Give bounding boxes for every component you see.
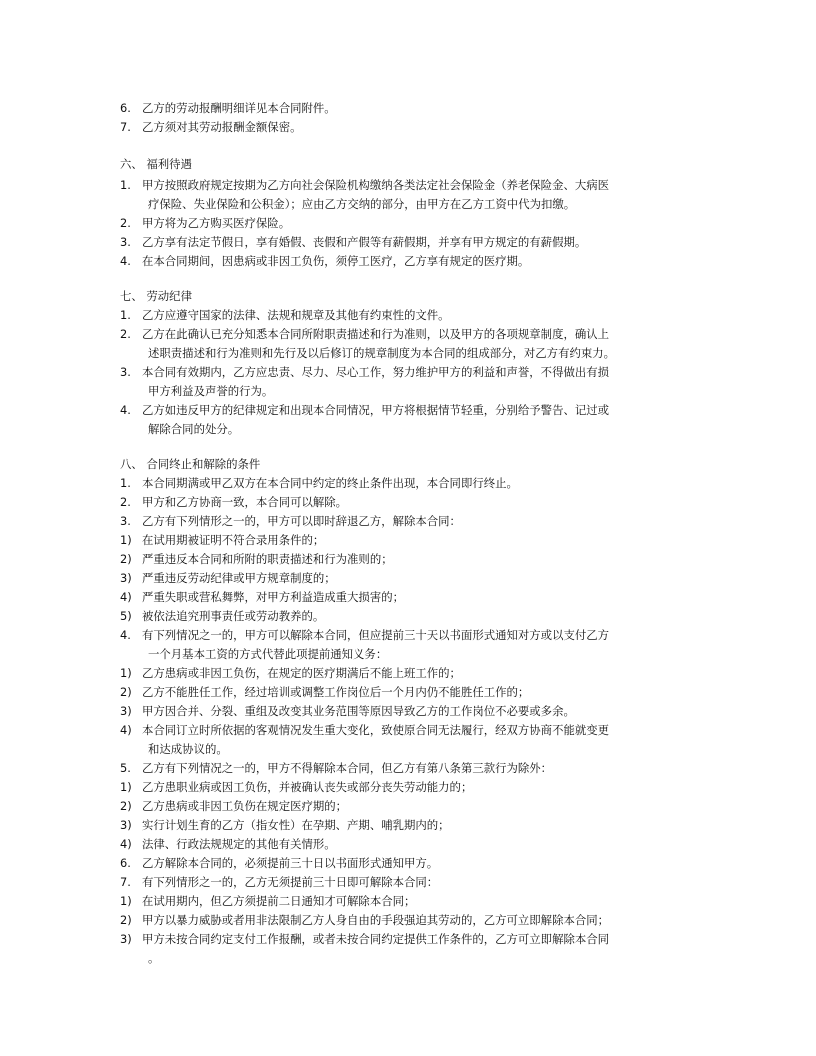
item-text: 在试用期内，但乙方须提前二日通知才可解除本合同； (142, 894, 416, 908)
item-text: 乙方患病或非因工负伤，在规定的医疗期满后不能上班工作的； (142, 666, 461, 680)
item-number: 1) (120, 666, 132, 680)
item-text: 乙方的劳动报酬明细详见本合同附件。 (142, 101, 336, 115)
item-number: 7. (120, 120, 131, 134)
item-number: 2) (120, 799, 132, 813)
item-text: 甲方以暴力威胁或者用非法限制乙方人身自由的手段强迫其劳动的，乙方可立即解除本合同； (142, 913, 610, 927)
item-number: 4) (120, 590, 132, 604)
item-text: 甲方因合并、分裂、重组及改变其业务范围等原因导致乙方的工作岗位不必要或多余。 (142, 704, 575, 718)
item-number: 4) (120, 723, 132, 737)
item-text: 乙方患病或非因工负伤在规定医疗期的； (142, 799, 348, 813)
line-text: 。 (148, 951, 160, 965)
continuation-line (148, 420, 728, 439)
item-number: 1) (120, 780, 132, 794)
item-number: 7. (120, 875, 131, 889)
item-number: 6. (120, 101, 131, 115)
item-text: 乙方须对其劳动报酬金额保密。 (142, 120, 302, 134)
continuation-line (148, 949, 728, 968)
item-text: 本合同期满或甲乙双方在本合同中约定的终止条件出现，本合同即行终止。 (142, 476, 518, 490)
item-text: 甲方未按合同约定支付工作报酬，或者未按合同约定提供工作条件的，乙方可立即解除本合同 (142, 932, 610, 946)
item-text: 乙方应遵守国家的法律、法规和规章及其他有约束性的文件。 (142, 308, 450, 322)
item-number: 3) (120, 704, 132, 718)
item-number: 2. (120, 216, 131, 230)
item-number: 3. (120, 235, 131, 249)
item-text: 严重违反劳动纪律或甲方规章制度的； (142, 571, 336, 585)
line-text: 解除合同的处分。 (148, 422, 240, 436)
continuation-line (148, 645, 728, 664)
item-text: 法律、行政法规规定的其他有关情形。 (142, 837, 336, 851)
item-text: 甲方和乙方协商一致，本合同可以解除。 (142, 495, 348, 509)
section-heading-text: 六、 福利待遇 (120, 157, 192, 171)
item-number: 4. (120, 254, 131, 268)
item-number: 4) (120, 837, 132, 851)
item-number: 5) (120, 609, 132, 623)
item-number: 2) (120, 685, 132, 699)
line-text: 疗保险、失业保险和公积金）；应由乙方交纳的部分，由甲方在乙方工资中代为扣缴。 (148, 197, 576, 211)
section-heading-text: 八、 合同终止和解除的条件 (120, 457, 261, 471)
item-number: 4. (120, 403, 131, 417)
item-text: 乙方在此确认已充分知悉本合同所附职责描述和行为准则，以及甲方的各项规章制度，确认上 (142, 327, 610, 341)
continuation-line (148, 344, 728, 363)
item-text: 本合同有效期内，乙方应忠责、尽力、尽心工作，努力维护甲方的利益和声誉，不得做出有损 (142, 365, 610, 379)
item-text: 乙方如违反甲方的纪律规定和出现本合同情况，甲方将根据情节轻重，分别给予警告、记过或 (142, 403, 610, 417)
item-text: 严重违反本合同和所附的职责描述和行为准则的； (142, 552, 393, 566)
item-text: 乙方有下列情况之一的，甲方不得解除本合同，但乙方有第八条第三款行为除外： (142, 761, 553, 775)
item-number: 1. (120, 178, 131, 192)
item-number: 2. (120, 327, 131, 341)
item-number: 6. (120, 856, 131, 870)
line-text: 和达成协议的。 (148, 742, 228, 756)
item-number: 3. (120, 514, 131, 528)
item-number: 3. (120, 365, 131, 379)
item-number: 3) (120, 932, 132, 946)
item-text: 甲方按照政府规定按期为乙方向社会保险机构缴纳各类法定社会保险金（养老保险金、大病医 (142, 178, 610, 192)
item-number: 4. (120, 628, 131, 642)
item-number: 5. (120, 761, 131, 775)
item-number: 1. (120, 476, 131, 490)
item-text: 在本合同期间，因患病或非因工负伤，须停工医疗，乙方享有规定的医疗期。 (142, 254, 530, 268)
item-number: 1) (120, 894, 132, 908)
item-text: 本合同订立时所依据的客观情况发生重大变化，致使原合同无法履行，经双方协商不能就变更 (142, 723, 610, 737)
item-number: 2) (120, 552, 132, 566)
item-text: 在试用期被证明不符合录用条件的； (142, 533, 325, 547)
continuation-line (148, 740, 728, 759)
item-text: 有下列情况之一的，甲方可以解除本合同，但应提前三十天以书面形式通知对方或以支付乙方 (142, 628, 610, 642)
item-number: 1. (120, 308, 131, 322)
line-text: 一个月基本工资的方式代替此项提前通知义务： (148, 647, 388, 661)
item-text: 实行计划生育的乙方（指女性）在孕期、产期、哺乳期内的； (142, 818, 450, 832)
item-number: 2. (120, 495, 131, 509)
line-text: 甲方利益及声誉的行为。 (148, 384, 274, 398)
line-text: 述职责描述和行为准则和先行及以后修订的规章制度为本合同的组成部分，对乙方有约束力。 (148, 346, 616, 360)
item-number: 2) (120, 913, 132, 927)
continuation-line (148, 195, 728, 214)
continuation-line (148, 382, 728, 401)
item-text: 乙方有下列情形之一的，甲方可以即时辞退乙方，解除本合同： (142, 514, 461, 528)
item-text: 有下列情形之一的，乙方无须提前三十日即可解除本合同： (142, 875, 439, 889)
item-number: 3) (120, 818, 132, 832)
item-text: 乙方不能胜任工作，经过培训或调整工作岗位后一个月内仍不能胜任工作的； (142, 685, 530, 699)
item-number: 3) (120, 571, 132, 585)
item-text: 甲方将为乙方购买医疗保险。 (142, 216, 291, 230)
item-text: 被依法追究刑事责任或劳动教养的。 (142, 609, 325, 623)
item-number: 1) (120, 533, 132, 547)
section-heading-text: 七、 劳动纪律 (120, 289, 192, 303)
item-text: 严重失职或营私舞弊，对甲方利益造成重大损害的； (142, 590, 404, 604)
item-text: 乙方患职业病或因工负伤，并被确认丧失或部分丧失劳动能力的； (142, 780, 473, 794)
item-text: 乙方解除本合同的，必须提前三十日以书面形式通知甲方。 (142, 856, 439, 870)
item-text: 乙方享有法定节假日，享有婚假、丧假和产假等有薪假期，并享有甲方规定的有薪假期。 (142, 235, 587, 249)
